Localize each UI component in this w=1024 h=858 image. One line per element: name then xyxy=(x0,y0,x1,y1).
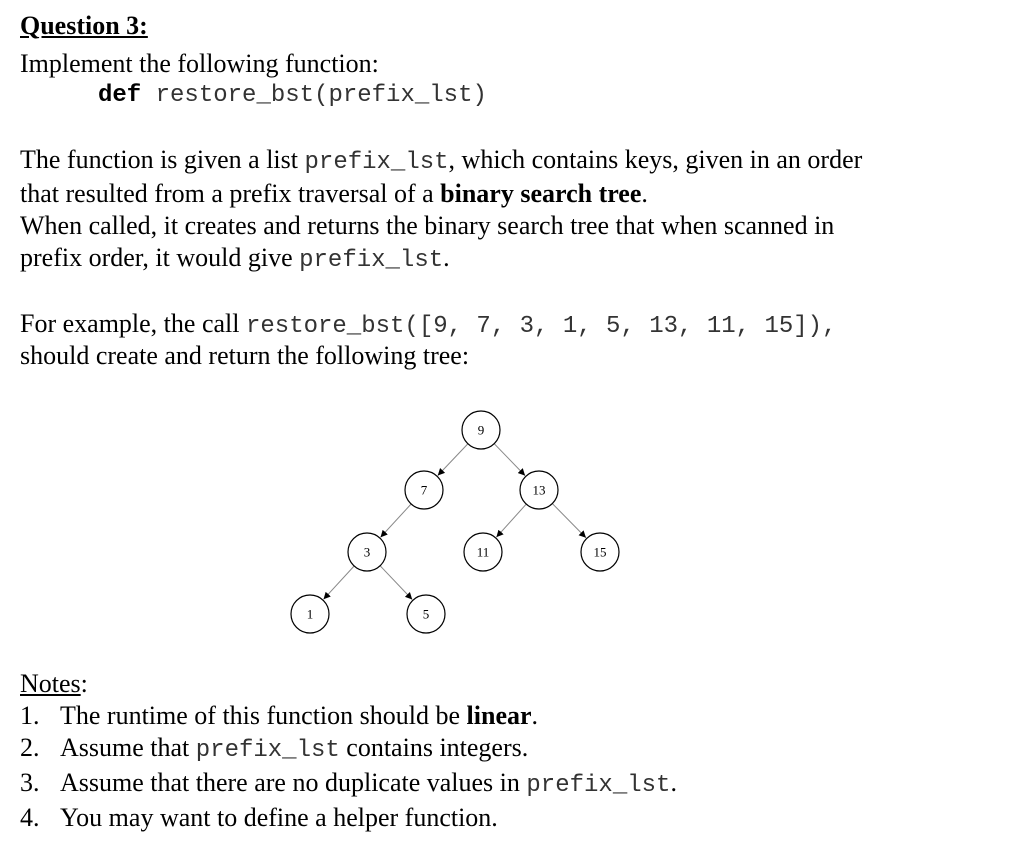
note-number: 4. xyxy=(20,803,40,832)
tree-node-label: 13 xyxy=(532,482,546,498)
text: . xyxy=(670,768,677,797)
tree-node xyxy=(405,471,443,509)
note-number: 2. xyxy=(20,733,40,762)
text: . xyxy=(443,243,450,272)
inline-code: restore_bst([9, 7, 3, 1, 5, 13, 11, 15]), xyxy=(245,313,837,340)
text: that resulted from a prefix traversal of a xyxy=(20,179,441,208)
def-keyword: def xyxy=(98,82,142,109)
tree-edge xyxy=(552,504,586,538)
note-item xyxy=(20,732,677,767)
notes-heading-text: Notes xyxy=(20,669,81,698)
text: Assume that there are no duplicate values in xyxy=(60,768,527,797)
tree-edge xyxy=(494,444,525,476)
tree-node xyxy=(291,595,329,633)
question-title: Question 3: xyxy=(20,11,148,40)
tree-node-label: 9 xyxy=(477,422,485,438)
note-number: 1. xyxy=(20,701,40,730)
tree-node xyxy=(520,471,558,509)
example-line-2: should create and return the following tree: xyxy=(20,341,470,370)
tree-edge xyxy=(380,566,412,600)
text: For example, the call xyxy=(20,309,246,338)
note-number: 3. xyxy=(20,768,40,797)
inline-code: prefix_lst xyxy=(304,149,449,176)
text: . xyxy=(531,701,539,730)
tree-node-label: 5 xyxy=(422,606,430,622)
text: The runtime of this function should be xyxy=(60,701,467,730)
tree-edge xyxy=(324,566,355,599)
tree-node xyxy=(581,533,619,571)
tree-node xyxy=(407,595,445,633)
bold-text: linear xyxy=(466,701,532,730)
tree-edge xyxy=(381,504,412,537)
text: contains integers. xyxy=(339,733,529,762)
text: prefix order, it would give xyxy=(20,243,300,272)
notes-list xyxy=(20,700,677,834)
tree-edge xyxy=(496,504,526,537)
signature-rest: restore_bst(prefix_lst) xyxy=(141,82,487,109)
text: You may want to define a helper function. xyxy=(60,803,498,832)
tree-node xyxy=(462,411,500,449)
note-item xyxy=(20,802,677,834)
notes-heading-colon: : xyxy=(80,669,88,698)
tree-node-label: 1 xyxy=(306,606,314,622)
tree-node xyxy=(464,533,502,571)
intro-text: Implement the following function: xyxy=(20,49,379,78)
text: The function is given a list xyxy=(20,145,305,174)
note-item xyxy=(20,700,677,732)
description-line-3: When called, it creates and returns the binary search tree that when scanned in xyxy=(20,211,835,240)
text: Assume that xyxy=(60,733,196,762)
inline-code: prefix_lst xyxy=(526,772,671,799)
text: , which contains keys, given in an order xyxy=(448,145,863,174)
tree-node-label: 7 xyxy=(420,482,428,498)
tree-edges xyxy=(324,444,586,600)
inline-code: prefix_lst xyxy=(195,737,340,764)
inline-code: prefix_lst xyxy=(299,247,444,274)
bold-text: binary search tree xyxy=(440,179,642,208)
note-item xyxy=(20,767,677,802)
tree-node-label: 15 xyxy=(593,544,607,560)
notes-heading xyxy=(20,668,88,700)
tree-edge xyxy=(438,444,468,476)
text: . xyxy=(641,179,648,208)
tree-node xyxy=(348,533,386,571)
tree-node-label: 3 xyxy=(363,544,371,560)
tree-node-label: 11 xyxy=(476,544,490,560)
